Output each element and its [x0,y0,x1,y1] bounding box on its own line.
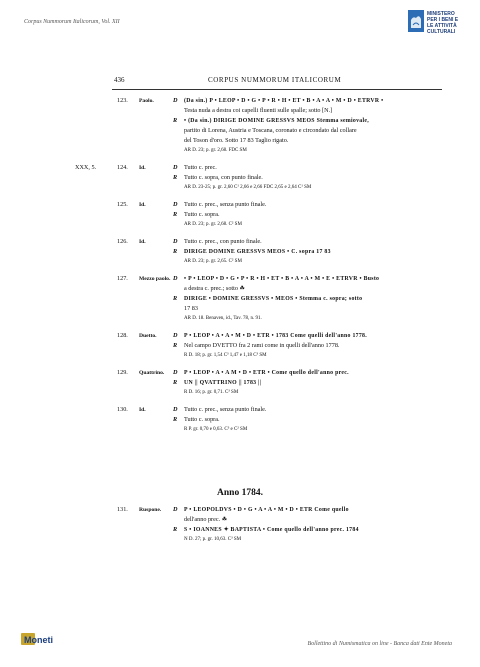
entry-number: 126. [117,238,128,245]
coin-metadata: R P. gr. 0,70 e 0,63. C³ e C² SM [184,427,248,432]
catalogue-entry [0,331,480,361]
journal-title: Corpus Nummorum Italicorum, Vol. XII [24,19,120,25]
coin-denomination: Id. [139,407,146,413]
entry-line [0,106,480,116]
entry-line [0,237,480,247]
page-number: 436 [114,76,125,84]
coin-description: a destra c. prec.; sotto ☘ [184,285,246,292]
coin-description: Tutto c. prec., con punto finale. [184,238,262,245]
coin-description: (Da sin.) P • LEOP • D • G • P • R • H • ET • B • A • A • M • D • ETRVR • [184,98,384,104]
entry-line [0,525,480,535]
coin-metadata: R D. 18; p. gr. 1,54 C³ 1,47 e 1,18 C³ SM [184,353,267,358]
entry-line [0,183,480,193]
entry-line [0,304,480,314]
coin-description: UN || QVATTRINO || 1783 || [184,380,262,386]
entry-line [0,351,480,361]
entry-line [0,220,480,230]
coin-description: DIRIGE DOMINE GRESSVS MEOS • C. sopra 17 83 [184,249,331,255]
coin-metadata: N D. 27; p. gr. 10,63. C³ SM [184,537,242,542]
obverse-marker: D [173,506,178,513]
year-heading: Anno 1784. [217,488,263,498]
coin-metadata: AR D. 23; p. gr. 2,68. C² SM [184,222,242,227]
catalogue-entry [0,200,480,230]
coin-description: DIRIGE • DOMINE GRESSVS • MEOS • Stemma c. sopra; sotto [184,296,363,302]
obverse-marker: D [173,164,178,171]
catalogue-entry [0,505,480,545]
entry-line [0,163,480,173]
ministry-logo-icon [408,10,424,32]
coin-denomination: Paolo. [139,98,154,104]
reverse-marker: R [173,295,178,302]
entry-number: 127. [117,275,128,282]
entry-line [0,515,480,525]
coin-description: • (Da sin.) DIRIGE DOMINE GRESSVS MEOS Stemma semiovale, [184,118,370,124]
coin-description: P • LEOPOLDVS • D • G • A • A • M • D • ETR Come quello [184,507,349,513]
entry-line [0,368,480,378]
entry-number: 129. [117,369,128,376]
coin-denomination: Id. [139,239,146,245]
obverse-marker: D [173,97,178,104]
coin-metadata: AR D. 23; p. gr. 2,65. C² SM [184,259,242,264]
coin-denomination: Id. [139,202,146,208]
reverse-marker: R [173,117,178,124]
coin-metadata: AR D. 23-25; p. gr. 2,60 C¹ 2,66 e 2,66 FDC 2,65 e 2,64 C¹ SM [184,185,312,190]
entry-line [0,388,480,398]
entry-line [0,126,480,136]
coin-description: Tutto c. sopra. [184,211,220,218]
header-rule [112,89,442,90]
coin-description: Tutto c. prec. [184,164,217,171]
obverse-marker: D [173,369,178,376]
entry-line [0,535,480,545]
reverse-marker: R [173,342,178,349]
coin-description: Tutto c. prec., senza punto finale. [184,201,267,208]
entry-line [0,505,480,515]
entry-line [0,247,480,257]
entry-number: 125. [117,201,128,208]
reverse-marker: R [173,248,178,255]
coin-description: partito di Lorena, Austria e Toscana, coronato e circondato dal collare [184,127,357,134]
entry-line [0,274,480,284]
obverse-marker: D [173,275,178,282]
entry-line [0,341,480,351]
ministry-logo [408,10,466,42]
coin-description: dell'anno prec. ☘ [184,516,228,523]
entry-line [0,415,480,425]
entry-line [0,331,480,341]
coin-description: 17 83 [184,305,198,312]
catalogue-entries [0,96,480,442]
reverse-marker: R [173,379,178,386]
catalogue-entries-1784 [0,505,480,552]
entry-line [0,378,480,388]
coin-denomination: Mezzo paolo. [139,276,171,282]
coin-denomination: Quattrino. [139,370,165,376]
entry-line [0,116,480,126]
entry-number: 131. [117,506,128,513]
coin-description: Tutto c. sopra, con punto finale. [184,174,263,181]
coin-description: Tutto c. prec., senza punto finale. [184,406,267,413]
ministry-name: MINISTERO PER I BENI E LE ATTIVITÀ CULTURALI [427,11,459,35]
coin-metadata: R D. 16; p. gr. 0,71. C³ SM [184,390,239,395]
obverse-marker: D [173,238,178,245]
entry-line [0,200,480,210]
entry-number: 123. [117,97,128,104]
entry-line [0,405,480,415]
entry-line [0,284,480,294]
coin-denomination: Id. [139,165,146,171]
entry-line [0,173,480,183]
coin-description: Nel campo DVETTO fra 2 rami come in quelli dell'anno 1778. [184,342,340,349]
catalogue-entry [0,163,480,193]
footer-logo: Moneti [21,633,53,648]
obverse-marker: D [173,332,178,339]
entry-number: 130. [117,406,128,413]
catalogue-entry [0,274,480,324]
coin-description: Testa nuda a destra coi capelli fluenti sulle spalle; sotto [N.] [184,107,333,114]
reverse-marker: R [173,174,178,181]
catalogue-entry [0,237,480,267]
coin-metadata: AR D. 18. Benaven, id., Tav. 78, n. 91. [184,316,262,321]
entry-line [0,136,480,146]
catalogue-entry [0,368,480,398]
coin-denomination: Ruspone. [139,507,162,513]
running-head: CORPUS NUMMORUM ITALICORUM [208,76,342,84]
catalogue-entry [0,96,480,156]
entry-line [0,210,480,220]
plate-reference: XXX, 5. [75,164,97,171]
reverse-marker: R [173,416,178,423]
coin-description: Tutto c. sopra. [184,416,220,423]
entry-line [0,257,480,267]
catalogue-entry [0,405,480,435]
coin-description: P • LEOP • A • A • M • D • ETR • 1783 Come quelli dell'anno 1778. [184,333,367,339]
coin-description: • P • LEOP • D • G • P • R • H • ET • B • A • A • M • E • ETRVR • Busto [184,276,380,282]
entry-line [0,314,480,324]
entry-number: 124. [117,164,128,171]
reverse-marker: R [173,526,178,533]
footer-text: Bollettino di Numismatica on line - Banca dati Ente Moneta [307,641,452,647]
entry-line [0,294,480,304]
obverse-marker: D [173,201,178,208]
coin-metadata: AR D. 23; p. gr. 2,68. FDC SM [184,148,247,153]
coin-description: del Toson d'oro. Sotto 17 83 Taglio rigato. [184,137,289,144]
coin-denomination: Duetto. [139,333,157,339]
entry-line [0,146,480,156]
reverse-marker: R [173,211,178,218]
entry-line [0,425,480,435]
coin-description: S • IOANNES ✦ BAPTISTA • Come quello dell'anno prec. 1784 [184,527,359,533]
entry-line [0,96,480,106]
entry-number: 128. [117,332,128,339]
coin-description: P • LEOP • A • A M • D • ETR • Come quello dell'anno prec. [184,370,349,376]
obverse-marker: D [173,406,178,413]
